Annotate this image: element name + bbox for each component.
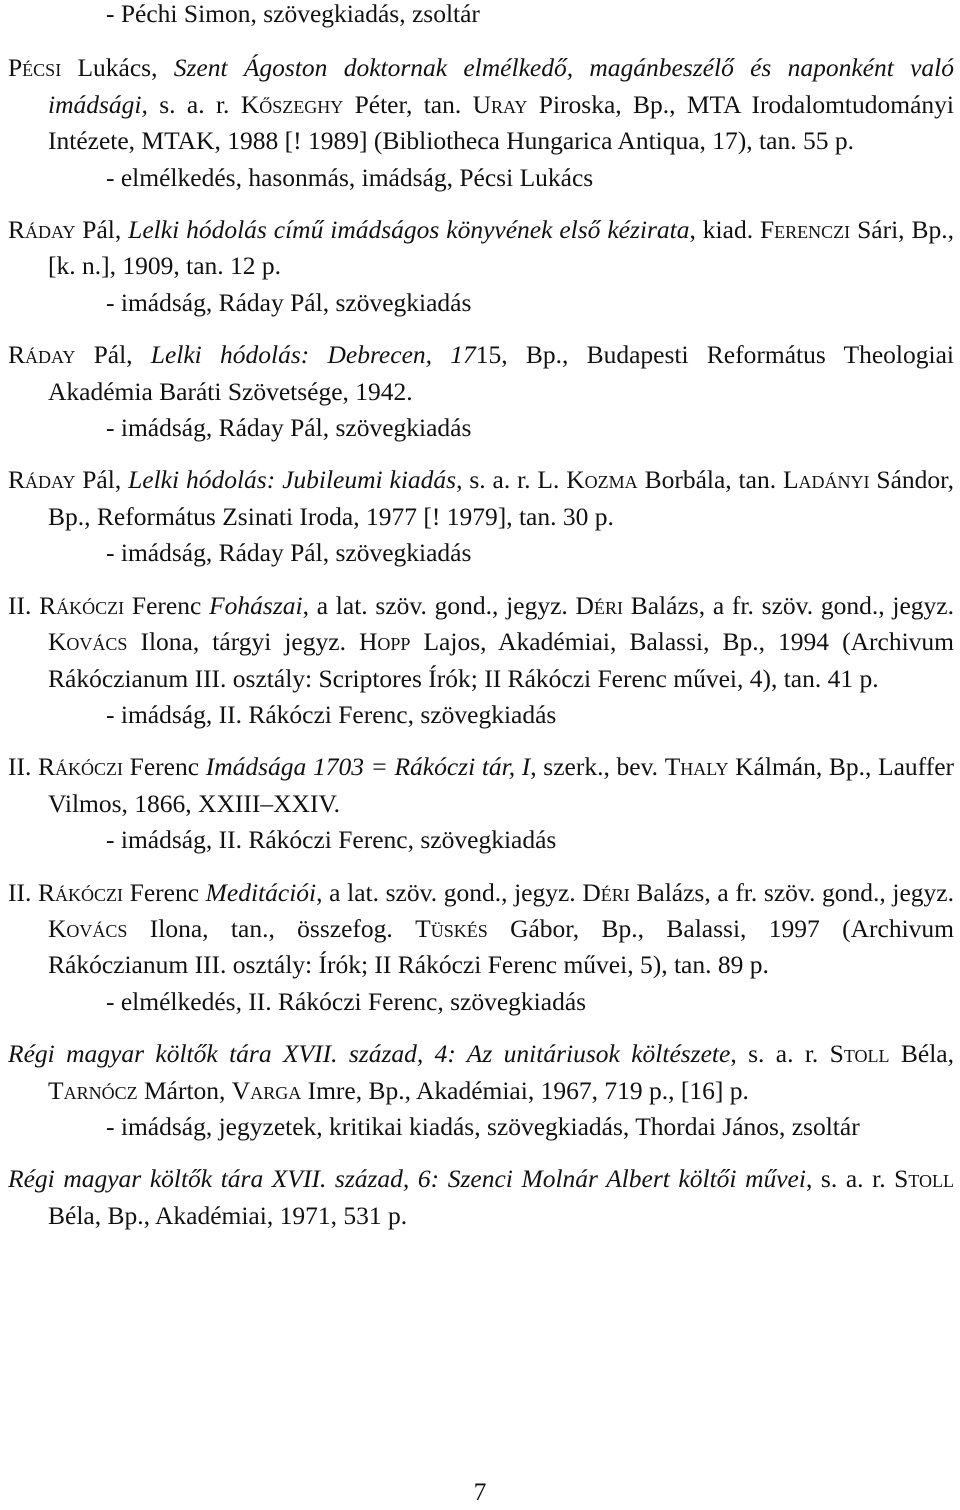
citation [8,212,954,285]
author-surname: Stoll [829,1039,890,1069]
author-surname: Déri [575,590,623,620]
bibliography-entry [8,337,954,446]
citation [8,1036,954,1109]
citation-text: Béla, [889,1039,954,1069]
title-text: Fohászai [209,590,303,620]
author-surname: Ferenczi [760,215,851,245]
author-surname: Rákóczi [39,590,125,620]
author-surname: Ladányi [782,465,870,495]
bibliography-page [8,0,954,1250]
bibliography-entry [8,1036,954,1145]
author-surname: Thaly [664,752,729,782]
citation-text: , a lat. szöv. gond., jegyz. [302,590,576,620]
citation [8,50,954,159]
bibliography-entry [8,588,954,734]
page-number: 7 [473,1477,487,1506]
author-surname: Uray [472,89,528,119]
citation-text: Lajos, Akadémiai, Balassi, Bp., 1994 (Archivum Rákóczianum III. osztály: Scriptores Írók; II Rákóczi Ferenc művei, 4), tan. 41 p. [48,627,954,693]
citation-text: Pál, [75,215,129,245]
author-surname: Kőszeghy [240,89,344,119]
citation-text: , kiad. [689,215,760,245]
citation [8,462,954,535]
keywords-line: - imádság, Ráday Pál, szövegkiadás [106,538,472,568]
title-text: Lelki hódolás: Jubileumi kiadás [128,465,457,495]
author-surname: Stoll [894,1164,954,1194]
citation-text: Péter, tan. [343,89,473,119]
author-surname: Varga [231,1075,302,1105]
citation-text: Ferenc [124,590,210,620]
citation-text: , s. a. r. L. [456,465,567,495]
author-surname: Hopp [359,627,411,657]
citation-text: Lukács, [61,53,174,83]
citation-text: Sári, Bp., [k. n.], 1909, tan. 12 p. [48,215,954,281]
author-surname: Tarnócz [48,1075,138,1105]
citation-text: II. [8,590,40,620]
citation-text: Ilona, tárgyi jegyz. [127,627,359,657]
bibliography-entry [8,212,954,321]
citation-text: Gábor, Bp., Balassi, 1997 (Archivum Rákóczianum III. osztály: Írók; II Rákóczi Ferenc művei, 5), tan. 89 p. [48,913,954,980]
keywords-line: - imádság, jegyzetek, kritikai kiadás, szövegkiadás, Thordai János, zsoltár [106,1111,860,1141]
citation [8,1161,954,1234]
citation-text: , s. a. r. [805,1164,895,1194]
citation-text: , a lat. szöv. gond., jegyz. [316,877,583,907]
citation-text: Béla, Bp., Akadémiai, 1971, 531 p. [48,1200,408,1230]
citation-text: II. [8,752,39,782]
author-surname: Rákóczi [38,877,124,907]
bibliography-entry [8,875,954,1021]
citation-text: Pál, [75,340,151,370]
author-surname: Ráday [8,340,76,370]
author-surname: Ráday [8,215,76,245]
citation-text: , s. a. r. [730,1039,830,1069]
keywords-line: - Péchi Simon, szövegkiadás, zsoltár [106,0,480,28]
bibliography-entry [8,0,954,32]
citation-text: Balázs, a fr. szöv. gond., jegyz. [629,877,954,907]
title-text: Lelki hódolás című imádságos könyvének első kézirata [128,215,690,245]
bibliography-entry [8,1161,954,1234]
author-surname: Tüskés [415,913,488,943]
author-surname: Ráday [8,465,76,495]
citation-text: Pál, [75,465,129,495]
citation [8,875,954,984]
title-text: Lelki hódolás: Debrecen, 17 [150,340,476,370]
citation-text: Kálmán, Bp., Lauffer Vilmos, 1866, XXIII–XXIV. [48,752,955,818]
keywords-line: - elmélkedés, II. Rákóczi Ferenc, szövegkiadás [106,986,587,1016]
citation [8,749,954,822]
bibliography-entry [8,462,954,571]
citation-text: II. [8,877,38,907]
bibliography-entry [8,50,954,196]
citation-text: Borbála, tan. [637,465,783,495]
author-surname: Kovács [48,627,128,657]
keywords-line: - imádság, Ráday Pál, szövegkiadás [106,287,472,317]
title-text: Meditációi [205,877,317,907]
keywords-line: - elmélkedés, hasonmás, imádság, Pécsi Lukács [106,162,594,192]
bibliography-entry [8,749,954,858]
citation-text: Imre, Bp., Akadémiai, 1967, 719 p., [16] p. [301,1075,749,1105]
citation-text: , szerk., bev. [530,752,665,782]
keywords-line: - imádság, II. Rákóczi Ferenc, szövegkiadás [106,699,557,729]
citation-text: Ferenc [123,752,206,782]
keywords-line: - imádság, II. Rákóczi Ferenc, szövegkiadás [106,825,557,855]
citation-text: Ferenc [123,877,206,907]
citation-text: 15, Bp., Budapesti Református Theologiai Akadémia Baráti Szövetsége, 1942. [48,340,955,406]
citation-text: Balázs, a fr. szöv. gond., jegyz. [622,590,954,620]
author-surname: Kovács [48,913,128,943]
citation-text: s. a. r. [147,89,241,119]
citation-text: Sándor, Bp., Református Zsinati Iroda, 1977 [! 1979], tan. 30 p. [48,465,955,531]
citation-text: Ilona, tan., összefog. [127,913,416,943]
citation-text: Piroska, Bp., MTA Irodalomtudományi Intézete, MTAK, 1988 [! 1989] (Bibliotheca Hungarica Antiqua, 17), tan. 55 p. [48,89,954,156]
citation [8,588,954,697]
author-surname: Pécsi [8,53,62,83]
title-text: Imádsága 1703 = Rákóczi tár, I [205,752,531,782]
author-surname: Kozma [566,465,638,495]
title-text: Régi magyar költők tára XVII. század, 4: Az unitáriusok költészete [8,1039,731,1069]
keywords-line: - imádság, Ráday Pál, szövegkiadás [106,413,472,443]
citation [8,337,954,410]
author-surname: Rákóczi [38,752,124,782]
citation-text: Márton, [137,1075,232,1105]
title-text: Szent Ágoston doktornak elmélkedő, magánbeszélő és naponként való imádsági, [48,53,954,119]
title-text: Régi magyar költők tára XVII. század, 6: Szenci Molnár Albert költői művei [8,1164,806,1194]
author-surname: Déri [582,877,630,907]
